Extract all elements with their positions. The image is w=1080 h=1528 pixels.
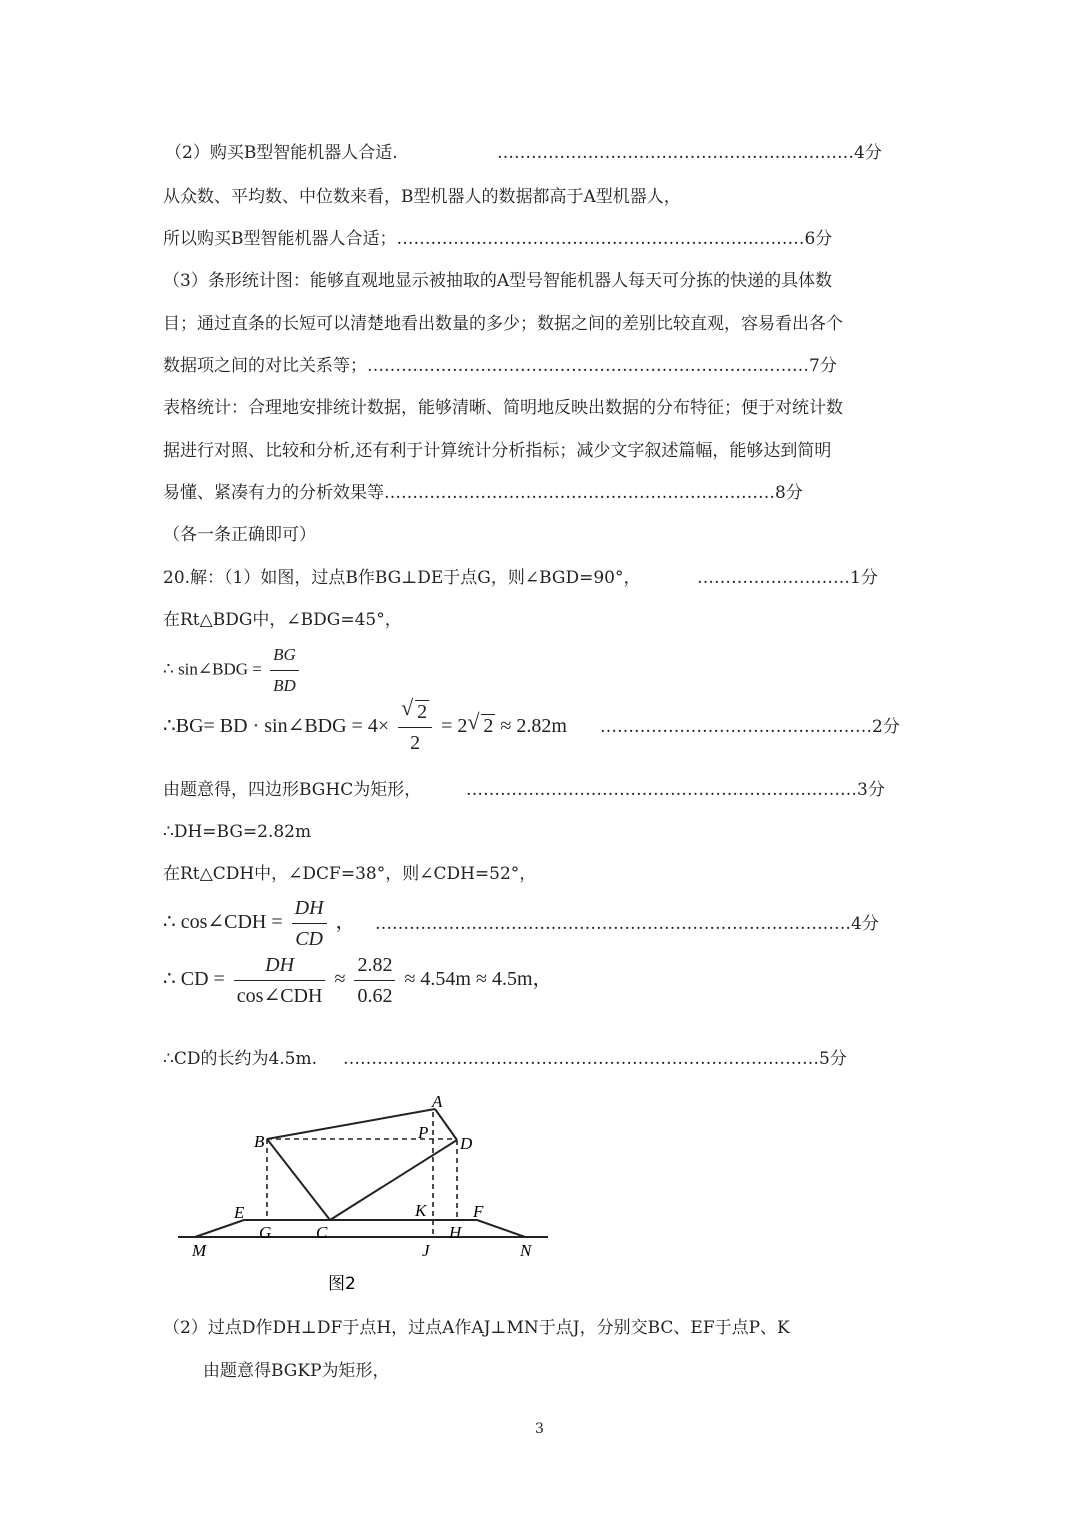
q19-line: 从众数、平均数、中位数来看，B型机器人的数据都高于A型机器人， (163, 187, 681, 207)
q19-part2-score: ………………………………………………………4分 (497, 143, 882, 163)
q20-line5: 由题意得，四边形BGHC为矩形， (163, 780, 422, 800)
q20-line2: 在Rt△BDG中，∠BDG=45°， (163, 610, 402, 630)
label-a: A (432, 1092, 443, 1111)
sqrt-radicand: 2 (417, 701, 428, 723)
q20-score-4: …………………………………………………………………………4分 (375, 914, 879, 934)
label-c: C (316, 1223, 328, 1242)
sin-fraction (270, 640, 299, 701)
label-p: P (418, 1123, 429, 1142)
q19-line: 所以购买B型智能机器人合适；………………………………………………………………6分 (163, 229, 833, 249)
cos-fraction (292, 893, 327, 954)
page-number: 3 (535, 1421, 544, 1437)
label-f: F (473, 1202, 484, 1221)
q20-sin-formula (163, 640, 303, 701)
q20-part2-line2: 由题意得BGKP为矩形， (203, 1361, 390, 1381)
cd-suffix: ≈ 4.54m ≈ 4.5m， (404, 968, 553, 991)
cd-fraction-2 (354, 950, 395, 1011)
q19-note: （各一条正确即可） (163, 525, 316, 545)
cos-suffix: ， (335, 911, 356, 934)
sin-prefix: ∴ sin∠BDG = (163, 659, 262, 679)
ramp-right (477, 1220, 525, 1237)
cd-prefix: ∴ CD = (163, 968, 225, 991)
label-d: D (460, 1134, 473, 1153)
label-e: E (234, 1203, 245, 1222)
segment-bc (267, 1139, 330, 1220)
q19-line: 数据项之间的对比关系等；……………………………………………………………………7分 (163, 356, 837, 376)
cd-approx: ≈ (334, 968, 346, 991)
q20-score-1: ………………………1分 (697, 568, 878, 588)
cos-num: DH (292, 893, 327, 924)
label-h: H (449, 1223, 462, 1242)
q20-line6: ∴DH=BG=2.82m (163, 822, 312, 842)
q19-line: 据进行对照、比较和分析,还有利于计算统计分析指标；减少文字叙述篇幅，能够达到简明 (163, 441, 832, 461)
sqrt-symbol (401, 697, 429, 727)
q19-line: 目；通过直条的长短可以清楚地看出数量的多少；数据之间的差别比较直观，容易看出各个 (163, 314, 843, 334)
label-m: M (192, 1241, 207, 1260)
label-b: B (254, 1132, 265, 1151)
q20-cd-formula (163, 950, 553, 1011)
q20-score-3: ……………………………………………………………3分 (466, 780, 885, 800)
cos-den: CD (295, 928, 323, 950)
cos-prefix: ∴ cos∠CDH = (163, 911, 283, 934)
q20-line1: 20.解：（1）如图，过点B作BG⊥DE于点G，则∠BGD=90°， (163, 568, 641, 588)
segment-ad (435, 1109, 457, 1140)
cd-fraction-1 (234, 950, 326, 1011)
q20-cos-formula (163, 893, 356, 954)
q20-bg-formula (163, 697, 567, 758)
bg-mid: = 2 (441, 715, 468, 738)
q19-line: 易懂、紧凑有力的分析效果等……………………………………………………………8分 (163, 483, 803, 503)
q20-part2-line1: （2）过点D作DH⊥DF于点H，过点A作AJ⊥MN于点J，分别交BC、EF于点P、K (163, 1318, 790, 1338)
geometry-figure (170, 1090, 560, 1300)
sqrt-radicand: 2 (483, 715, 494, 738)
q20-line7: 在Rt△CDH中，∠DCF=38°，则∠CDH=52°， (163, 864, 537, 884)
label-g: G (259, 1223, 272, 1242)
cd-den-2: 0.62 (357, 985, 393, 1007)
q20-score-5: …………………………………………………………………………5分 (343, 1049, 847, 1069)
bg-fraction (398, 697, 432, 758)
bg-den: 2 (410, 732, 421, 754)
figure-caption: 图2 (328, 1274, 356, 1294)
bg-num (398, 697, 432, 728)
sin-num: BG (270, 640, 299, 671)
q20-line10: ∴CD的长约为4.5m. (163, 1049, 318, 1069)
q20-score-2: …………………………………………2分 (600, 717, 900, 737)
bg-left: ∴BG= BD · sin∠BDG = 4× (163, 715, 390, 738)
segment-cd (330, 1140, 457, 1220)
cd-num-1: DH (234, 950, 326, 981)
q19-line: 表格统计：合理地安排统计数据，能够清晰、简明地反映出数据的分布特征；便于对统计数 (163, 398, 843, 418)
sin-den: BD (273, 676, 296, 695)
cd-den-1: cos∠CDH (236, 985, 323, 1007)
label-n: N (520, 1241, 532, 1260)
label-j: J (422, 1241, 430, 1260)
segment-ba (267, 1109, 435, 1139)
cd-num-2: 2.82 (354, 950, 395, 981)
bg-right: ≈ 2.82m (500, 715, 567, 738)
sqrt-symbol (467, 711, 495, 741)
ramp-left (195, 1220, 244, 1237)
label-k: K (415, 1201, 427, 1220)
q19-line: （3）条形统计图：能够直观地显示被抽取的A型号智能机器人每天可分拣的快递的具体数 (163, 271, 833, 291)
q19-part2-title: （2）购买B型智能机器人合适. (165, 143, 398, 163)
